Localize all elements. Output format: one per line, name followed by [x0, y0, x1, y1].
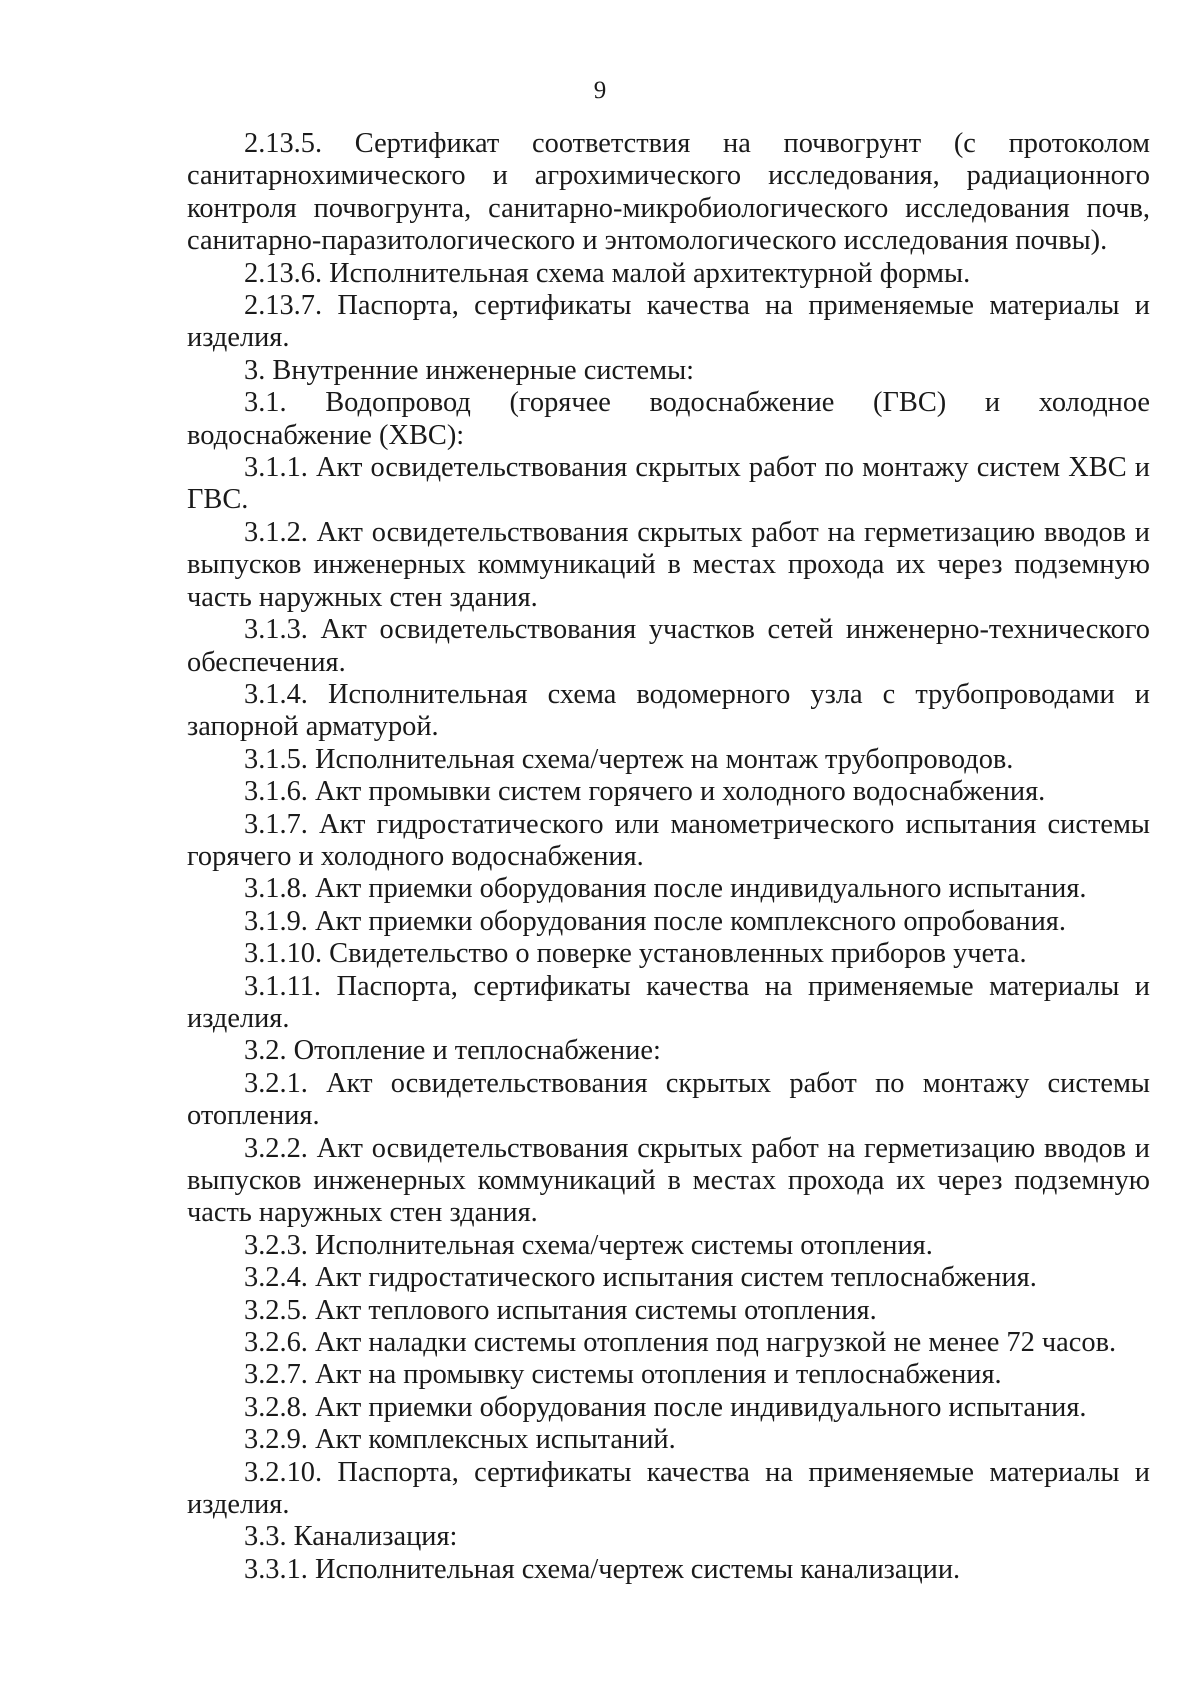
subsection-heading: 3.2. Отопление и теплоснабжение:	[244, 1035, 661, 1067]
paragraph: 3.2.1. Акт освидетельствования скрытых работ по монтажу системы отопления.	[187, 1067, 1150, 1132]
paragraph: 3.2.5. Акт теплового испытания системы отопления.	[244, 1294, 877, 1326]
paragraph: 2.13.7. Паспорта, сертификаты качества на применяемые материалы и изделия.	[187, 290, 1150, 354]
paragraph: 3.2.2. Акт освидетельствования скрытых работ на герметизацию вводов и выпусков инженерных коммуникаций в местах прохода их через подземную часть наружных стен здания.	[187, 1132, 1150, 1229]
paragraph: 3.2.6. Акт наладки системы отопления под нагрузкой не менее 72 часов.	[244, 1327, 1117, 1359]
subsection-heading: 3.1. Водопровод (горячее водоснабжение (ГВС) и холодное водоснабжение (ХВС):	[187, 387, 1150, 451]
paragraph: 3.3.1. Исполнительная схема/чертеж системы канализации.	[244, 1553, 961, 1585]
paragraph: 3.1.7. Акт гидростатического или манометрического испытания системы горячего и холодного водоснабжения.	[187, 808, 1150, 872]
paragraph: 3.2.4. Акт гидростатического испытания систем теплоснабжения.	[244, 1262, 1037, 1294]
paragraph: 3.2.10. Паспорта, сертификаты качества на применяемые материалы и изделия.	[187, 1456, 1150, 1521]
page-number: 9	[593, 77, 607, 104]
paragraph: 3.1.8. Акт приемки оборудования после индивидуального испытания.	[244, 873, 1087, 905]
document-body	[187, 128, 1150, 1586]
paragraph: 3.2.9. Акт комплексных испытаний.	[244, 1424, 676, 1456]
paragraph: 3.1.2. Акт освидетельствования скрытых работ на герметизацию вводов и выпусков инженерных коммуникаций в местах прохода их через подземную часть наружных стен здания.	[187, 516, 1150, 613]
paragraph: 3.2.3. Исполнительная схема/чертеж системы отопления.	[244, 1229, 933, 1261]
paragraph: 3.2.7. Акт на промывку системы отопления и теплоснабжения.	[244, 1359, 1002, 1391]
paragraph: 2.13.6. Исполнительная схема малой архитектурной формы.	[244, 257, 971, 289]
subsection-heading: 3.3. Канализация:	[244, 1521, 458, 1553]
paragraph: 3.1.10. Свидетельство о поверке установленных приборов учета.	[244, 938, 1027, 970]
paragraph: 3.1.11. Паспорта, сертификаты качества на применяемые материалы и изделия.	[187, 970, 1150, 1034]
paragraph: 3.2.8. Акт приемки оборудования после индивидуального испытания.	[244, 1391, 1087, 1423]
paragraph: 3.1.1. Акт освидетельствования скрытых работ по монтажу систем ХВС и ГВС.	[187, 452, 1150, 516]
paragraph: 3.1.6. Акт промывки систем горячего и холодного водоснабжения.	[244, 776, 1046, 808]
paragraph: 3.1.9. Акт приемки оборудования после комплексного опробования.	[244, 905, 1066, 937]
paragraph: 2.13.5. Сертификат соответствия на почвогрунт (с протоколом санитарнохимического и агрохимического исследования, радиационного контроля почвогрунта, санитарно-микробиологического исследования почв, санитарно-паразитологического и энтомологического исследования почвы).	[187, 128, 1150, 257]
paragraph: 3.1.5. Исполнительная схема/чертеж на монтаж трубопроводов.	[244, 743, 1014, 775]
paragraph: 3.1.3. Акт освидетельствования участков сетей инженерно-технического обеспечения.	[187, 614, 1150, 678]
paragraph: 3.1.4. Исполнительная схема водомерного узла с трубопроводами и запорной арматурой.	[187, 678, 1150, 743]
section-heading: 3. Внутренние инженерные системы:	[244, 354, 695, 386]
